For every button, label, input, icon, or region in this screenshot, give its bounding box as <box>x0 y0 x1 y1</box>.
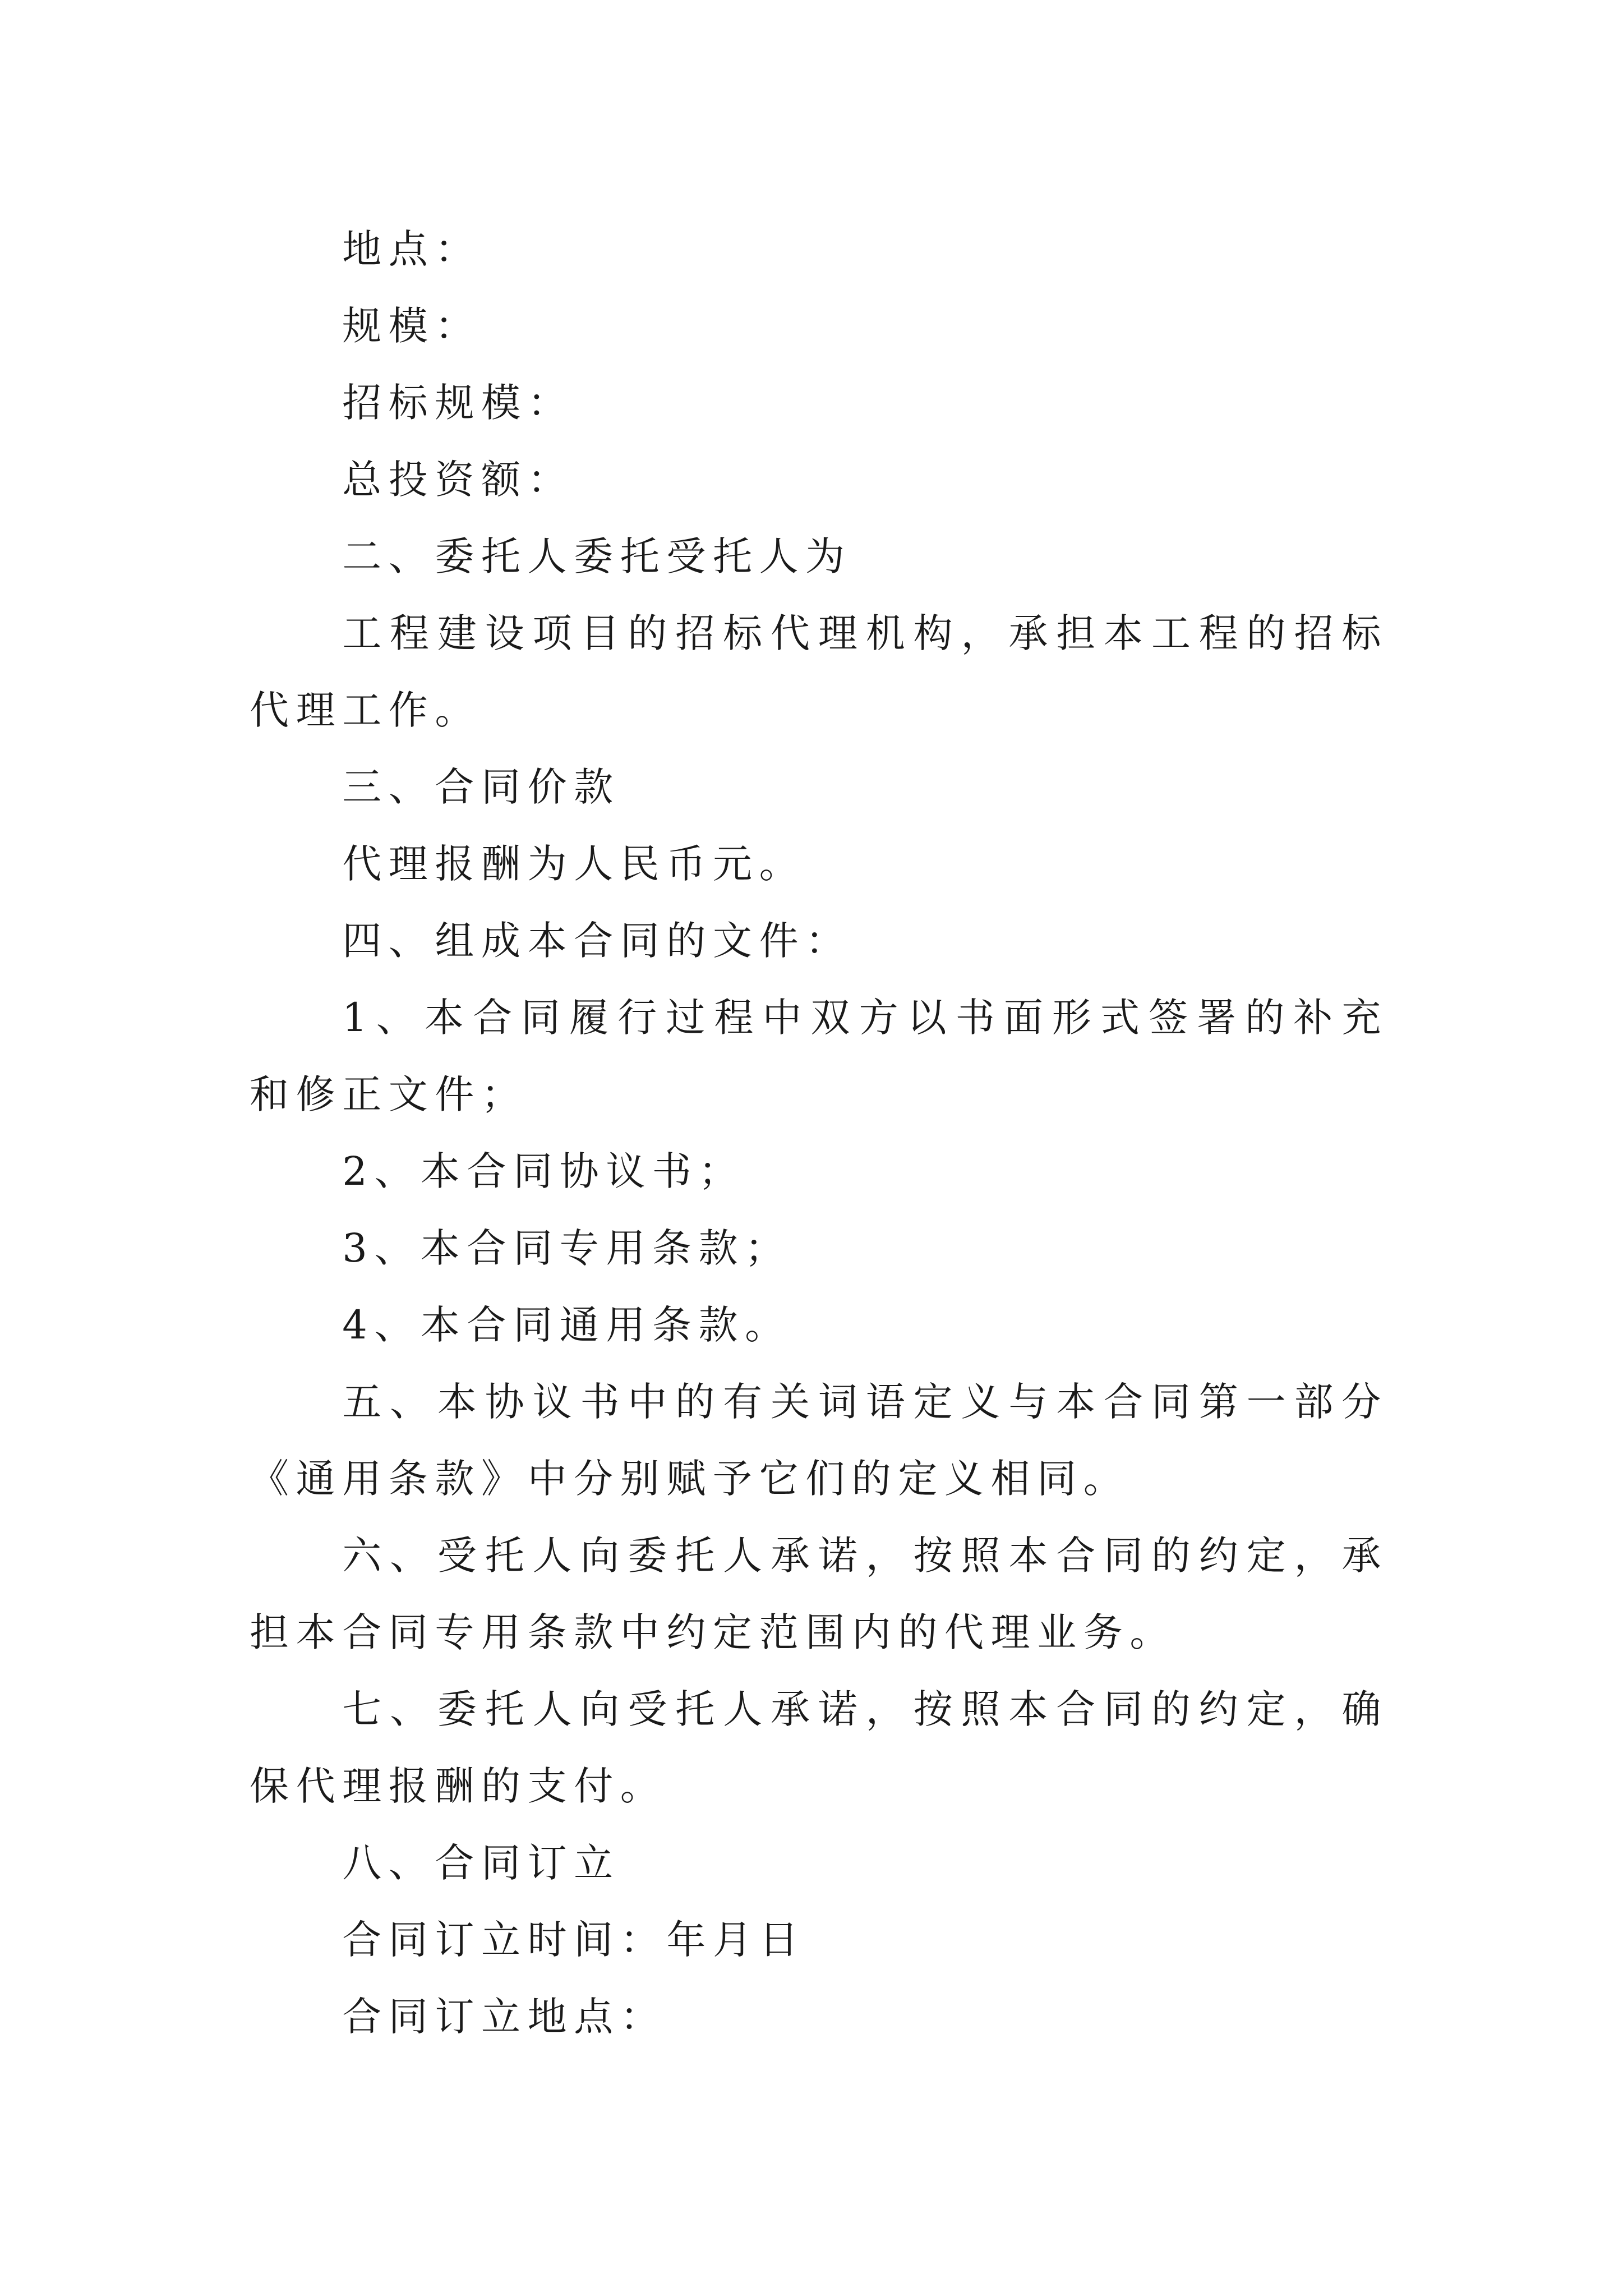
section-4-item-4: 4、本合同通用条款。 <box>342 1302 791 1348</box>
section-6-paragraph: 六、受托人向委托人承诺，按照本合同的约定，承担本合同专用条款中约定范围内的代理业务。 <box>250 1533 1388 1655</box>
section-8-heading: 八、合同订立 <box>342 1840 620 1886</box>
bidding-scale-line: 招标规模： <box>342 380 574 426</box>
section-3-body: 代理报酬为人民币元。 <box>342 841 806 887</box>
document-body <box>250 211 1388 2055</box>
scale-line: 规模： <box>342 303 481 349</box>
section-2-heading: 二、委托人委托受托人为 <box>342 533 852 579</box>
section-3-heading: 三、合同价款 <box>342 764 620 810</box>
total-investment-line: 总投资额： <box>342 457 574 503</box>
signing-place-line: 合同订立地点： <box>342 1994 667 2040</box>
section-4-item-2: 2、本合同协议书； <box>342 1148 745 1194</box>
section-4-item-1: 1、本合同履行过程中双方以书面形式签署的补充和修正文件； <box>250 995 1388 1117</box>
signing-date-line: 合同订立时间：年月日 <box>342 1917 806 1963</box>
location-line: 地点： <box>342 226 481 272</box>
section-4-item-3: 3、本合同专用条款； <box>342 1225 791 1271</box>
section-7-paragraph: 七、委托人向受托人承诺，按照本合同的约定，确保代理报酬的支付。 <box>250 1686 1388 1809</box>
section-4-heading: 四、组成本合同的文件： <box>342 918 852 964</box>
section-2-body: 工程建设项目的招标代理机构，承担本工程的招标代理工作。 <box>250 610 1388 733</box>
section-5-paragraph: 五、本协议书中的有关词语定义与本合同第一部分《通用条款》中分别赋予它们的定义相同。 <box>250 1379 1388 1502</box>
